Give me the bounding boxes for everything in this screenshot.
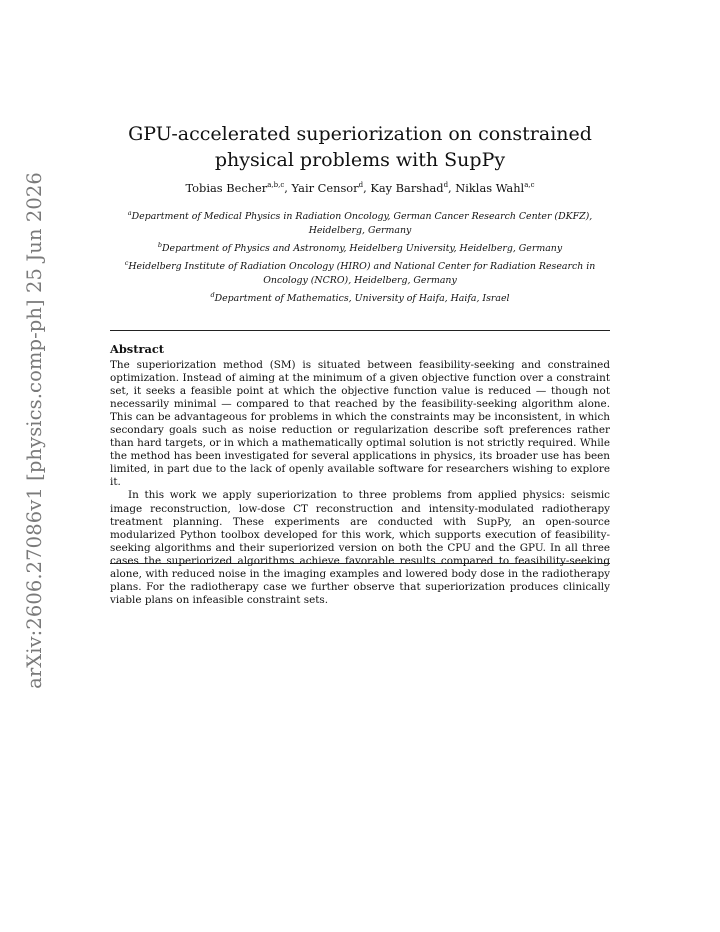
abstract-body [110, 359, 610, 607]
affiliation-list [104, 206, 616, 307]
author-separator: , [363, 180, 371, 195]
affiliation-mark: c [124, 259, 129, 268]
arxiv-identifier-text: arXiv:2606.27086v1 [physics.comp-ph] 25 Jun 2026 [22, 171, 46, 689]
affiliation [104, 288, 616, 306]
paper-title: GPU-accelerated superiorization on constrained physical problems with SupPy [128, 122, 592, 171]
author-separator: , [284, 180, 292, 195]
affiliation-text: Department of Medical Physics in Radiation Oncology, German Cancer Research Center (DKFZ), Heidelberg, Germany [131, 211, 593, 237]
author-affiliation-mark: d [443, 181, 449, 189]
author-name: Yair Censor [291, 180, 359, 195]
abstract-paragraph-1: The superiorization method (SM) is situated between feasibility-seeking and constrained optimization. Instead of aiming at the minimum of a given objective function over a constraint set, it seeks a feasible point at which the objective function value is reduced — though not necessarily minimal — compared to that reached by the feasibility-seeking algorithm alone. This can be advantageous for problems in which the constraints may be inconsistent, in which secondary goals such as noise reduction or regularization describe soft preferences rather than hard targets, or in which a mathematically optimal solution is not strictly required. While the method has been investigated for several applications in physics, its broader use has been limited, in part due to the lack of openly available software for researchers wishing to explore it. [110, 359, 610, 489]
author-affiliation-mark: a,c [524, 181, 535, 189]
abstract-paragraph-2: In this work we apply superiorization to three problems from applied physics: seismic image reconstruction, low-dose CT reconstruction and intensity-modulated radiotherapy treatment planning. These experiments are conducted with SupPy, an open-source modularized Python toolbox developed for this work, which supports execution of feasibility-seeking algorithms and their superiorized version on both the CPU and the GPU. In all three cases the superiorized algorithms achieve favorable results compared to feasibility-seeking alone, with reduced noise in the imaging examples and lowered body dose in the radiotherapy plans. For the radiotherapy case we further observe that superiorization produces clinically viable plans on infeasible constraint sets. [110, 489, 610, 606]
author-affiliation-mark: d [358, 181, 364, 189]
abstract-heading: Abstract [110, 342, 165, 356]
affiliation-mark: a [127, 209, 132, 217]
affiliation-text: Department of Physics and Astronomy, Heidelberg University, Heidelberg, Germany [162, 243, 563, 255]
author-name: Tobias Becher [185, 180, 268, 195]
abstract-bottom-rule [110, 563, 610, 564]
abstract-top-rule [110, 330, 610, 331]
affiliation-text: Department of Mathematics, University of Haifa, Haifa, Israel [214, 293, 510, 305]
author-separator: , [448, 180, 456, 195]
affiliation-mark: d [210, 291, 215, 300]
author-name: Kay Barshad [370, 180, 444, 195]
affiliation [104, 238, 616, 256]
arxiv-identifier [20, 171, 48, 689]
author-affiliation-mark: a,b,c [267, 181, 285, 189]
affiliation-text: Heidelberg Institute of Radiation Oncology (HIRO) and National Center for Radiation Research in Oncology (NCRO), Heidelberg, Germany [128, 261, 596, 287]
author-name: Niklas Wahl [455, 180, 525, 195]
affiliation [104, 206, 616, 238]
affiliation [104, 256, 616, 288]
affiliation-mark: b [157, 241, 163, 250]
author-list [110, 177, 610, 196]
